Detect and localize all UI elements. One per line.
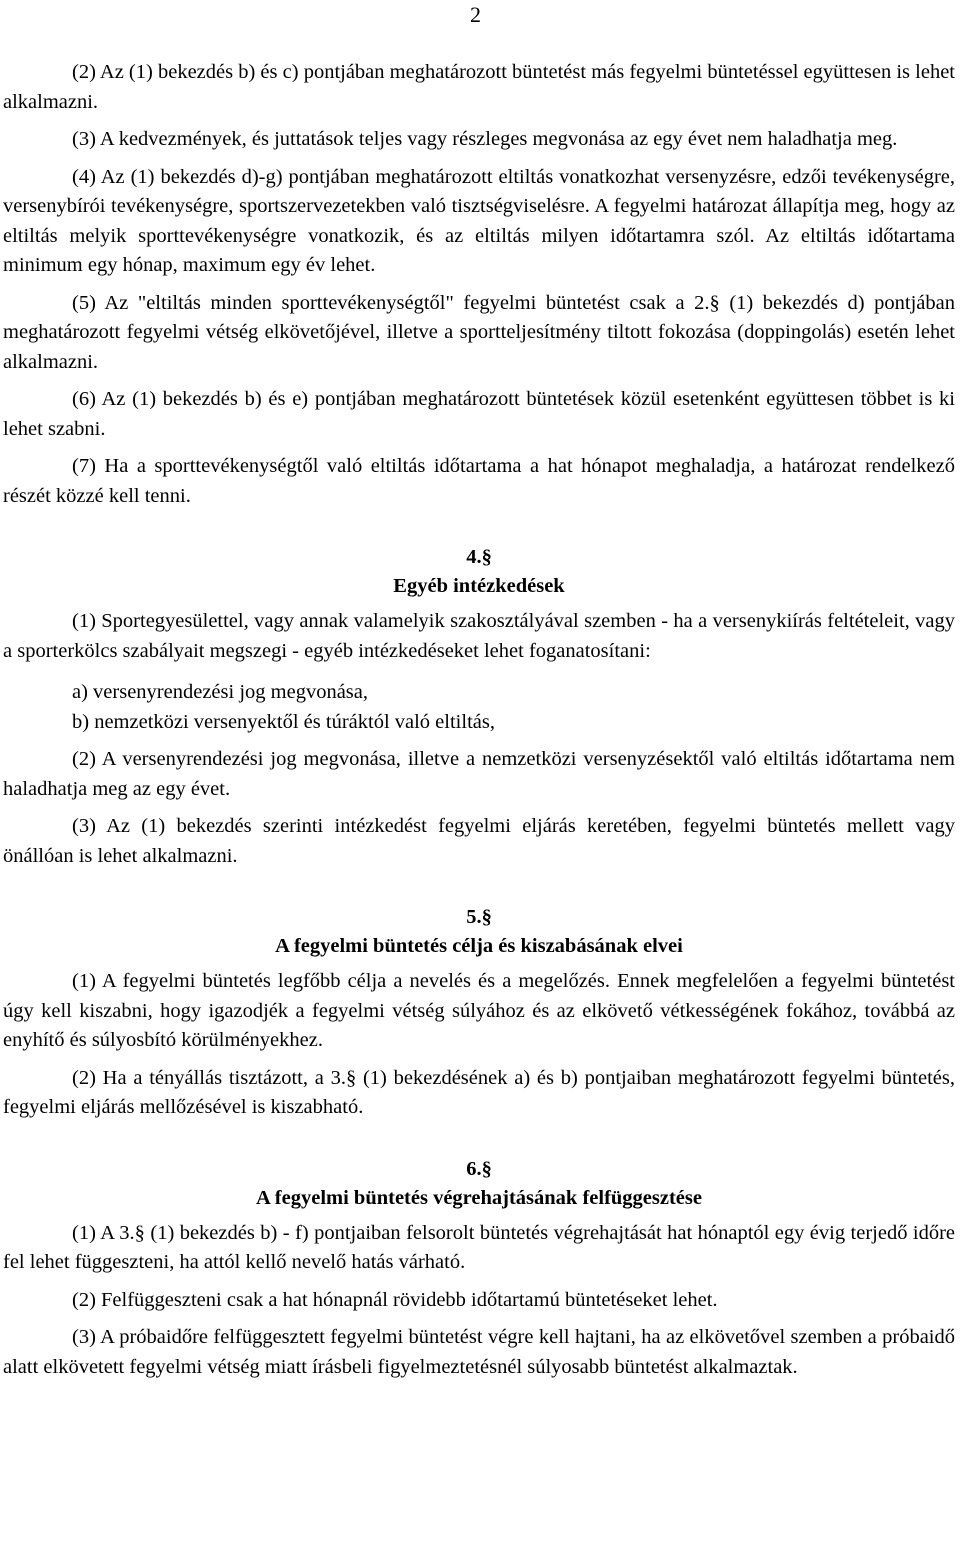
section-5-title: A fegyelmi büntetés célja és kiszabásának elvei <box>275 935 683 957</box>
section-4-paragraph-1: (1) Sportegyesülettel, vagy annak valamelyik szakosztályával szemben - ha a versenykiírás feltételeit, vagy a sporterkölcs szabályait megszegi - egyéb intézkedéseket lehet foganatosítani: <box>3 610 955 662</box>
paragraph-3-2: (2) Az (1) bekezdés b) és c) pontjában meghatározott büntetést más fegyelmi büntetéssel együttesen is lehet alkalmazni. <box>3 61 955 113</box>
paragraph-3-5: (5) Az "eltiltás minden sporttevékenységtől" fegyelmi büntetést csak a 2.§ (1) bekezdés d) pontjában meghatározott fegyelmi vétség elkövetőjével, illetve a sportteljesítmény tiltott fokozása (doppingolás) esetén lehet alkalmazni. <box>3 291 955 373</box>
section-5-paragraph-2: (2) Ha a tényállás tisztázott, a 3.§ (1) bekezdésének a) és b) pontjaiban meghatározott fegyelmi büntetés, fegyelmi eljárás mellőzésével is kiszabható. <box>3 1066 955 1118</box>
list-item: a) versenyrendezési jog megvonása, <box>72 681 368 703</box>
section-6-title: A fegyelmi büntetés végrehajtásának felfüggesztése <box>256 1186 702 1209</box>
section-6-number: 6.§ <box>466 1157 492 1180</box>
section-6-paragraph-3: (3) A próbaidőre felfüggesztett fegyelmi büntetést végre kell hajtani, ha az elkövetővel szemben a próbaidő alatt elkövetett fegyelmi vétség miatt írásbeli figyelmeztetésnél súlyosabb büntetést alkalmaztak. <box>3 1326 955 1378</box>
section-4-number: 4.§ <box>466 546 492 568</box>
section-4-list <box>3 678 955 737</box>
section-4-paragraph-3: (3) Az (1) bekezdés szerinti intézkedést fegyelmi eljárás keretében, fegyelmi büntetés mellett vagy önállóan is lehet alkalmazni. <box>3 815 955 867</box>
list-item: b) nemzetközi versenyektől és túráktól való eltiltás, <box>72 710 495 733</box>
section-4-title: Egyéb intézkedések <box>393 575 565 597</box>
paragraph-3-6: (6) Az (1) bekezdés b) és e) pontjában meghatározott büntetések közül esetenként együttesen többet is ki lehet szabni. <box>3 388 955 440</box>
page-number: 2 <box>470 2 481 27</box>
paragraph-3-4: (4) Az (1) bekezdés d)-g) pontjában meghatározott eltiltás vonatkozhat versenyzésre, edzői tevékenységre, versenybírói tevékenységre, sportszervezetekben való tisztségviselésre. A fegyelmi határozat állapítja meg, hogy az eltiltás melyik sporttevékenységre vonatkozik, és az eltiltás milyen időtartamra szól. Az eltiltás időtartama minimum egy hónap, maximum egy év lehet. <box>3 165 955 276</box>
section-5-number: 5.§ <box>466 906 492 928</box>
section-4-paragraph-2: (2) A versenyrendezési jog megvonása, illetve a nemzetközi versenyzésektől való eltiltás időtartama nem haladhatja meg az egy évet. <box>3 748 955 800</box>
paragraph-3-3: (3) A kedvezmények, és juttatások teljes vagy részleges megvonása az egy évet nem haladhatja meg. <box>72 128 898 150</box>
paragraph-3-7: (7) Ha a sporttevékenységtől való eltiltás időtartama a hat hónapot meghaladja, a határozat rendelkező részét közzé kell tenni. <box>3 455 955 507</box>
document-body <box>3 0 955 1382</box>
section-6-paragraph-1: (1) A 3.§ (1) bekezdés b) - f) pontjaiban felsorolt büntetés végrehajtását hat hónaptól egy évig terjedő időre fel lehet függeszteni, ha attól kellő nevelő hatás várható. <box>3 1221 955 1273</box>
section-5-paragraph-1: (1) A fegyelmi büntetés legfőbb célja a nevelés és a megelőzés. Ennek megfelelően a fegyelmi büntetést úgy kell kiszabni, hogy igazodjék a fegyelmi vétség súlyához és az elkövető vétkességének fokához, továbbá az enyhítő és súlyosbító körülményekhez. <box>3 970 955 1051</box>
section-6-paragraph-2: (2) Felfüggeszteni csak a hat hónapnál rövidebb időtartamú büntetéseket lehet. <box>72 1288 718 1311</box>
